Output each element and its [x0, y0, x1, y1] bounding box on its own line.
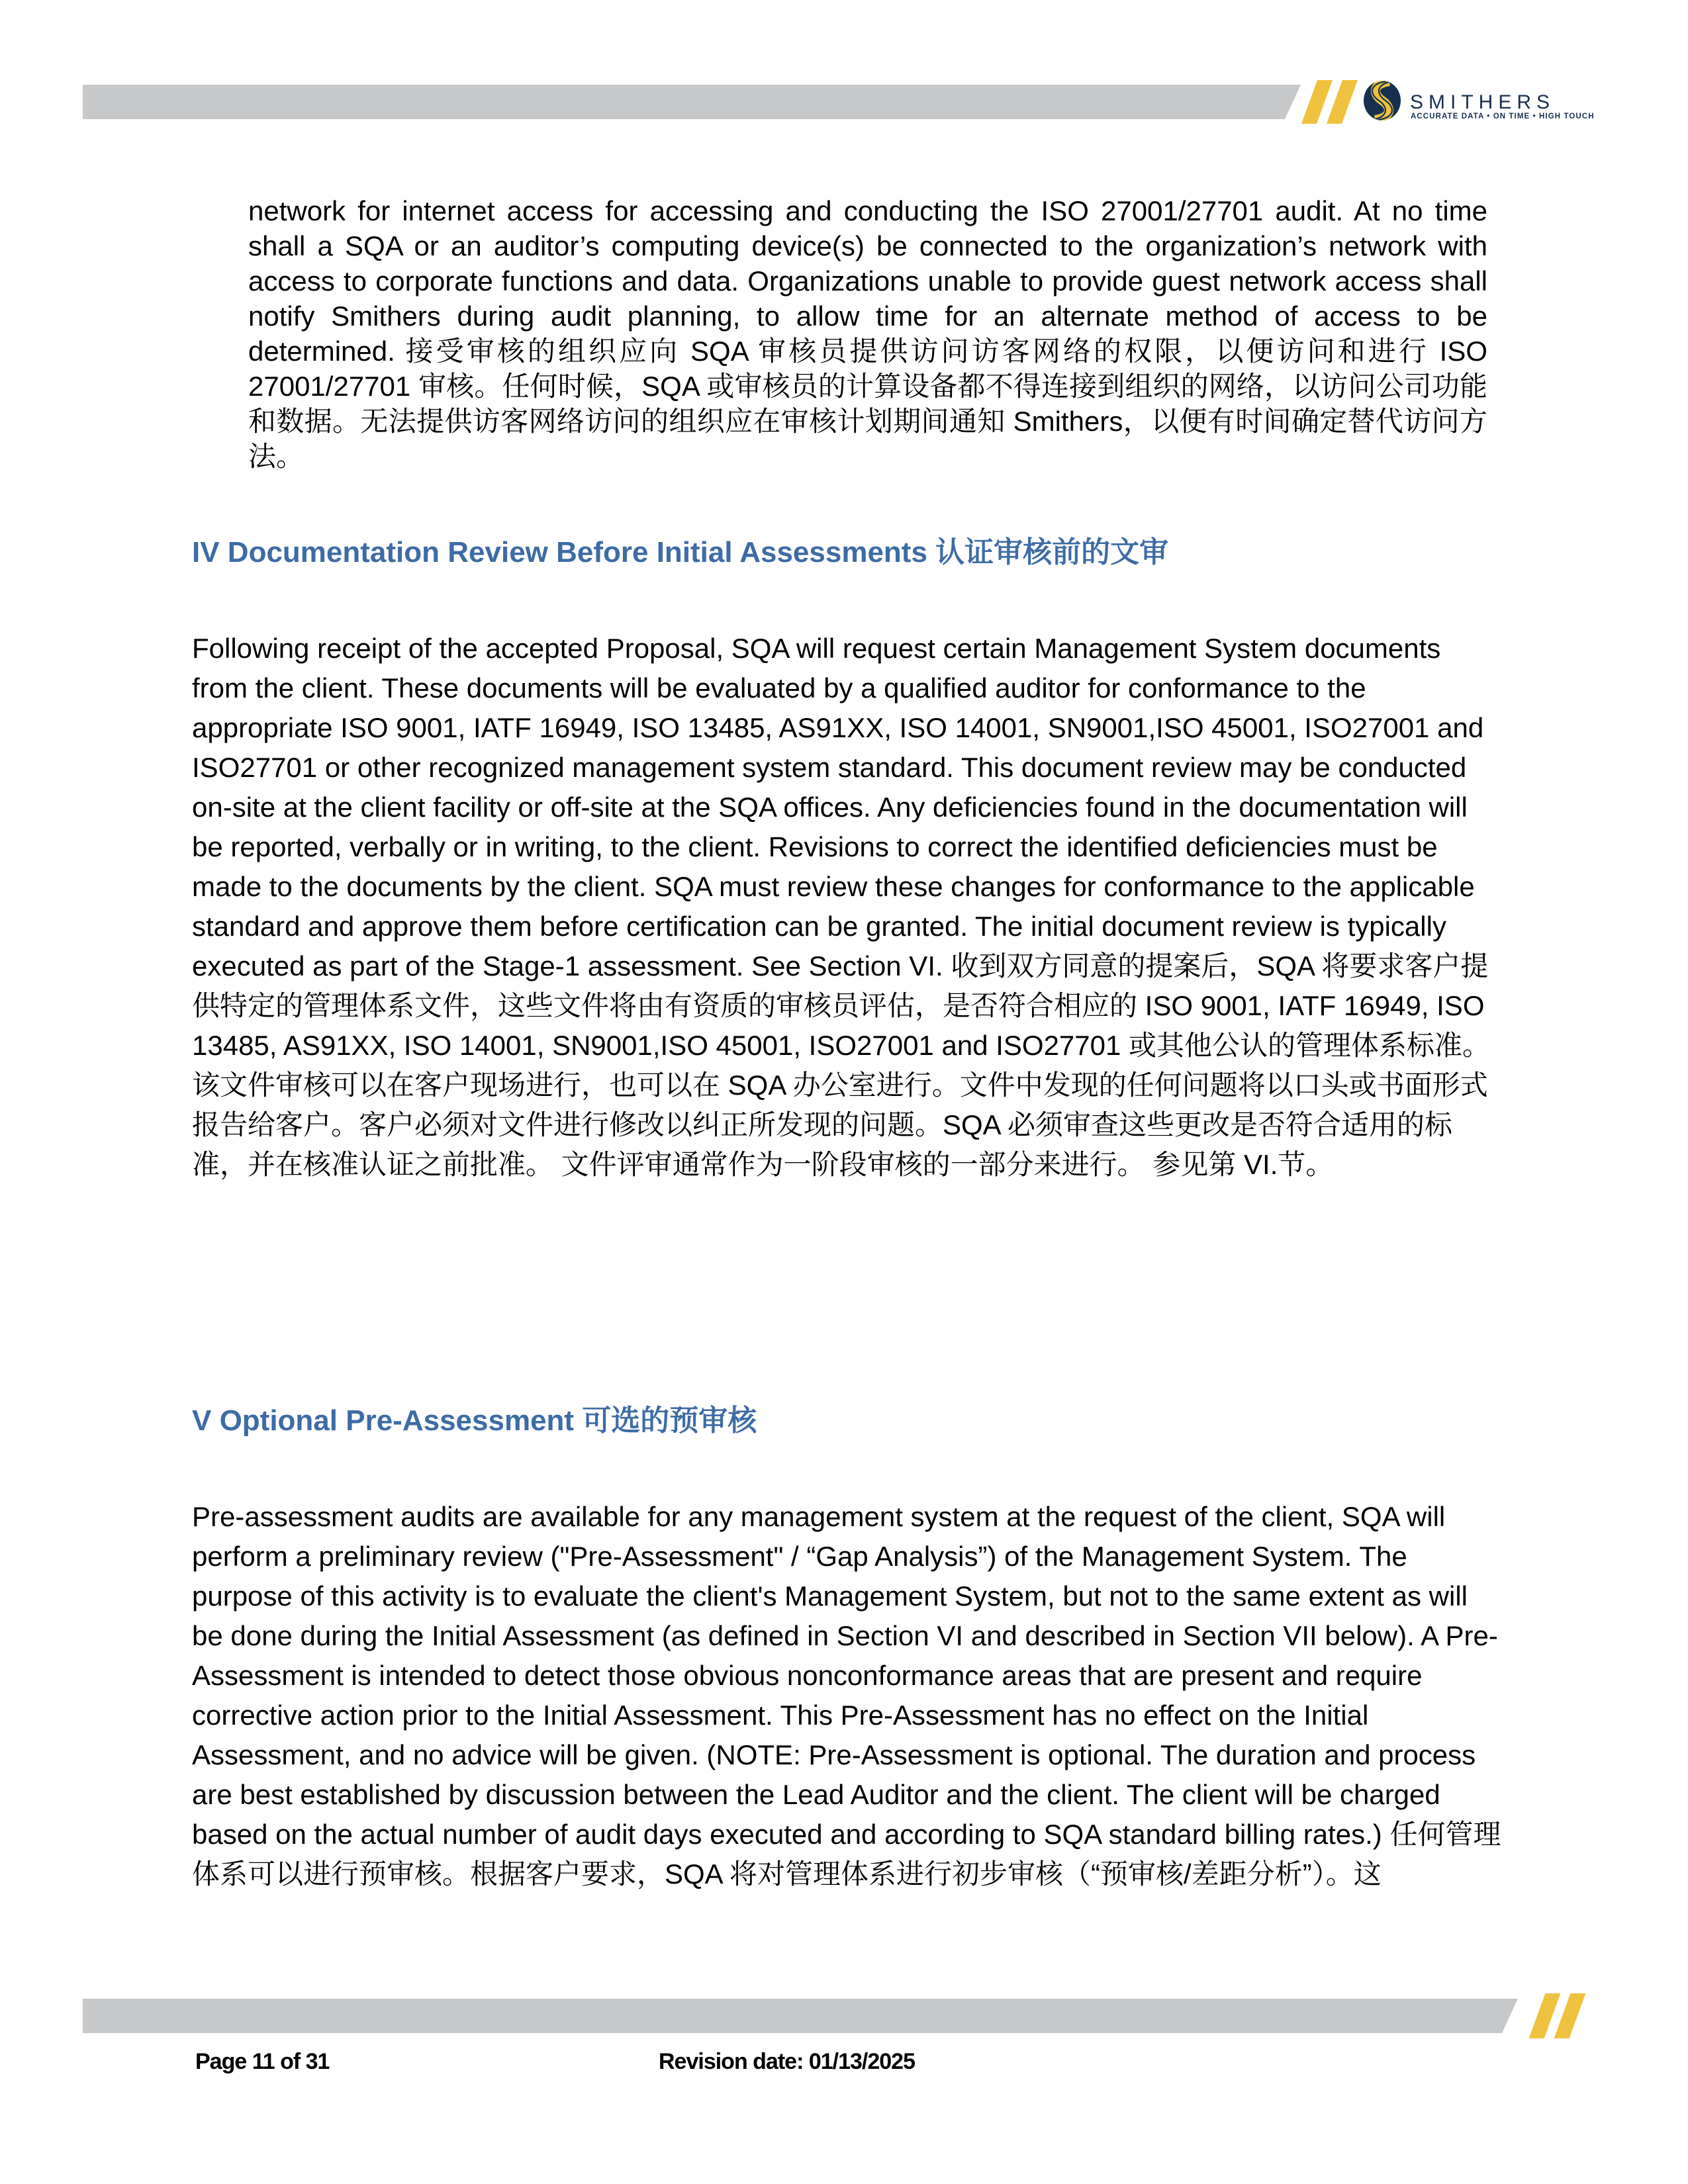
brand-tagline: ACCURATE DATA • ON TIME • HIGH TOUCH [1411, 113, 1595, 120]
header-divider-bar [83, 85, 1301, 119]
pre-assessment-paragraph: Pre-assessment audits are available for any management system at the request of the client, SQA will perform a preliminary review ("Pre-Assessment" / “Gap Analysis”) of the Management System. The purpose of this activity is to evaluate the client's Management System, but not to the same extent as will be done during the Initial Assessment (as defined in Section VI and described in Section VII below). A Pre-Assessment is intended to detect those obvious nonconformance areas that are present and require corrective action prior to the Initial Assessment. This Pre-Assessment has no effect on the Initial Assessment, and no advice will be given. (NOTE: Pre-Assessment is optional. The duration and process are best established by discussion between the Lead Auditor and the client. The client will be charged based on the actual number of audit days executed and according to SQA standard billing rates.) 任何管理体系可以进行预审核。根据客户要求，SQA 将对管理体系进行初步审核（“预审核/差距分析”）。这 [192, 1501, 1501, 1889]
footer-divider-bar [83, 1999, 1518, 2033]
documentation-review-paragraph: Following receipt of the accepted Proposal, SQA will request certain Management System documents from the client. These documents will be evaluated by a qualified auditor for conformance to the appropriate ISO 9001, IATF 16949, ISO 13485, AS91XX, ISO 14001, SN9001,ISO 45001, ISO27001 and ISO27701 or other recognized management system standard. This document review may be conducted on-site at the client facility or off-site at the SQA offices. Any deficiencies found in the documentation will be reported, verbally or in writing, to the client. Revisions to correct the identified deficiencies must be made to the documents by the client. SQA must review these changes for conformance to the applicable standard and approve them before certification can be granted. The initial document review is typically executed as part of the Stage-1 assessment. See Section VI. 收到双方同意的提案后，SQA 将要求客户提供特定的管理体系文件，这些文件将由有资质的审核员评估，是否符合相应的 ISO 9001, IATF 16949, ISO 13485, AS91XX, ISO 14001, SN9001,ISO 45001, ISO27001 and ISO27701 或其他公认的管理体系标准。该文件审核可以在客户现场进行，也可以在 SQA 办公室进行。文件中发现的任何问题将以口头或书面形式报告给客户。客户必须对文件进行修改以纠正所发现的问题。SQA 必须审查这些更改是否符合适用的标准，并在核准认证之前批准。 文件评审通常作为一阶段审核的一部分来进行。 参见第 VI.节。 [192, 633, 1491, 1180]
section-iv-heading: IV Documentation Review Before Initial Assessments 认证审核前的文审 [192, 536, 1169, 569]
network-access-paragraph: network for internet access for accessing and conducting the ISO 27001/27701 audit. At no time shall a SQA or an auditor’s computing device(s) be connected to the organization’s network with access to corporate functions and data. Organizations unable to provide guest network access shall notify Smithers during audit planning, to allow time for an alternate method of access to be determined. 接受审核的组织应向 SQA 审核员提供访问访客网络的权限，以便访问和进行 ISO 27001/27701 审核。任何时候，SQA 或审核员的计算设备都不得连接到组织的网络，以访问公司功能和数据。无法提供访客网络访问的组织应在审核计划期间通知 Smithers，以便有时间确定替代访问方法。 [248, 195, 1487, 472]
revision-date: Revision date: 01/13/2025 [659, 2049, 915, 2074]
brand-slash-icon [1301, 80, 1333, 124]
brand-name: SMITHERS [1410, 91, 1556, 113]
brand-slash-icon [1327, 80, 1358, 124]
section-v-heading: V Optional Pre-Assessment 可选的预审核 [192, 1404, 757, 1437]
smithers-logo-icon [1363, 80, 1401, 121]
footer-slash-icon [1554, 1993, 1586, 2038]
page-number: Page 11 of 31 [195, 2049, 330, 2074]
